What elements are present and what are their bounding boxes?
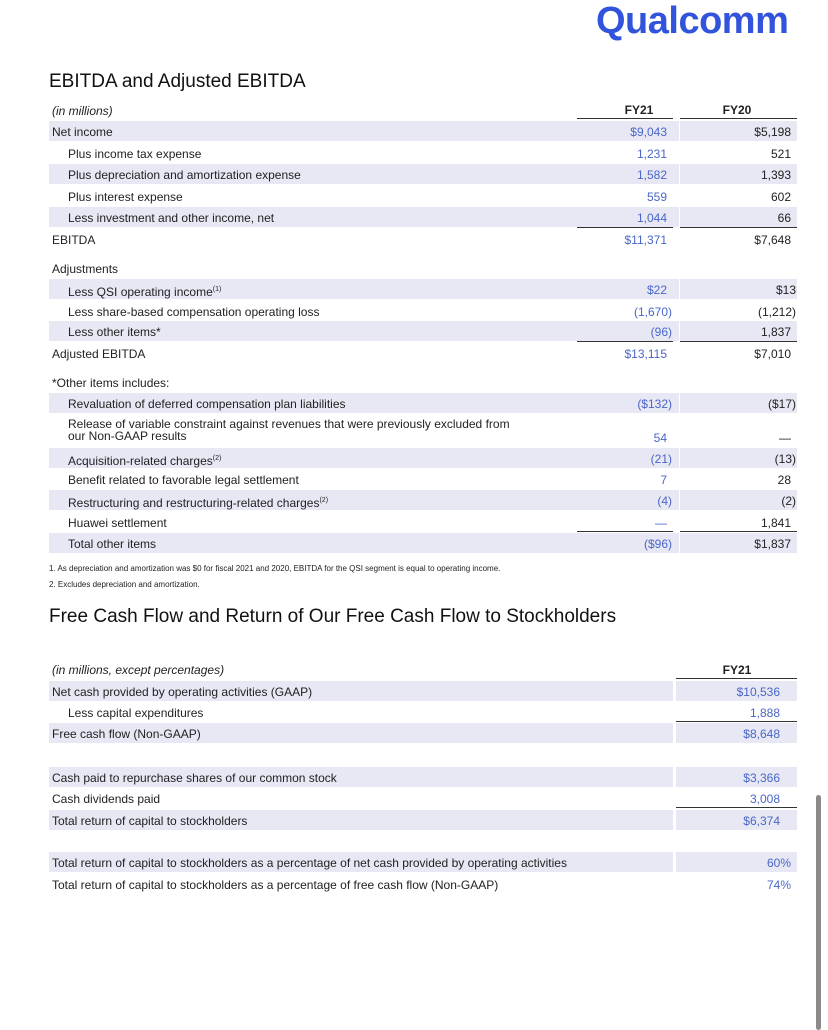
fy20-value: $5,198 xyxy=(754,125,791,139)
qualcomm-logo: Qualcomm xyxy=(596,0,789,42)
fy20-value: $1,837 xyxy=(754,537,791,551)
fy20-value: (2) xyxy=(781,494,796,508)
row-label: Release of variable constraint against revenues that were previously excluded from xyxy=(68,417,510,431)
total-rule xyxy=(680,341,797,342)
fy21-value: 74% xyxy=(766,878,791,892)
vertical-scrollbar[interactable] xyxy=(816,795,821,1030)
fcf-section-title: Free Cash Flow and Return of Our Free Cash Flow to Stockholders xyxy=(49,606,617,627)
row-label: Cash paid to repurchase shares of our common stock xyxy=(52,771,337,785)
fy21-value: 1,231 xyxy=(636,147,667,161)
row-label: Less other items* xyxy=(68,325,161,339)
column-header-fy21: FY21 xyxy=(722,663,752,677)
footnote-marker: (2) xyxy=(212,455,222,462)
fy21-value: ($132) xyxy=(637,397,672,411)
fy20-value: 1,841 xyxy=(760,516,791,530)
fy21-value: (96) xyxy=(650,325,672,339)
footnote-marker: (2) xyxy=(319,497,329,504)
other-items-label: *Other items includes: xyxy=(52,376,170,390)
total-rule xyxy=(577,531,673,532)
column-header-fy20: FY20 xyxy=(722,103,752,117)
row-label: Plus interest expense xyxy=(68,190,183,204)
row-label: Cash dividends paid xyxy=(52,792,161,806)
fy20-value: ($17) xyxy=(767,397,796,411)
column-header-fy21: FY21 xyxy=(624,103,654,117)
total-rule xyxy=(680,531,797,532)
fy21-value: (21) xyxy=(650,452,672,466)
ebitda-section-title: EBITDA and Adjusted EBITDA xyxy=(49,71,306,92)
fy20-value: (1,212) xyxy=(757,305,796,319)
fy21-value: 559 xyxy=(646,190,667,204)
fy20-value: $13 xyxy=(775,283,796,297)
row-band xyxy=(680,490,797,510)
row-label: Total return of capital to stockholders as a percentage of net cash provided by operating activities xyxy=(52,856,567,870)
fy21-value: $6,374 xyxy=(743,814,780,828)
row-label: Adjusted EBITDA xyxy=(52,347,146,361)
fy21-value: 1,582 xyxy=(636,168,667,182)
footnote-2: 2. Excludes depreciation and amortization. xyxy=(49,580,200,589)
fy20-value: 28 xyxy=(777,473,791,487)
fy20-value: 521 xyxy=(770,147,791,161)
fy21-value: ($96) xyxy=(643,537,672,551)
row-label: Plus income tax expense xyxy=(68,147,202,161)
row-label: Acquisition-related charges$^{(2)}$ xyxy=(68,454,222,468)
units-label: (in millions) xyxy=(52,104,113,118)
header-rule xyxy=(577,118,673,119)
fy20-value: 66 xyxy=(777,211,791,225)
footnote-1: 1. As depreciation and amortization was $0 for fiscal 2021 and 2020, EBITDA for the QSI segment is equal to operating income. xyxy=(49,564,501,573)
fy21-value: $11,371 xyxy=(624,233,667,247)
fy21-value: $9,043 xyxy=(630,125,667,139)
fy21-value: $22 xyxy=(646,283,667,297)
total-rule xyxy=(577,227,673,228)
units-label: (in millions, except percentages) xyxy=(52,663,225,677)
row-label: Net income xyxy=(52,125,113,139)
row-label: Less investment and other income, net xyxy=(68,211,275,225)
row-label: Less capital expenditures xyxy=(68,706,204,720)
fy20-value: 602 xyxy=(770,190,791,204)
fy21-value: — xyxy=(655,516,667,530)
fy21-value: 60% xyxy=(766,856,791,870)
row-label: Free cash flow (Non-GAAP) xyxy=(52,727,201,741)
fy21-value: 54 xyxy=(653,431,667,445)
row-label: Less share-based compensation operating loss xyxy=(68,305,320,319)
fy21-value: $8,648 xyxy=(743,727,780,741)
fy21-value: $13,115 xyxy=(624,347,667,361)
fy21-value: 1,888 xyxy=(749,706,780,720)
row-label-continued: our Non-GAAP results xyxy=(68,429,187,443)
fy21-value: 7 xyxy=(660,473,667,487)
fy21-value: (1,670) xyxy=(633,305,672,319)
row-label: Benefit related to favorable legal settlement xyxy=(68,473,299,487)
fy20-value: $7,648 xyxy=(754,233,791,247)
total-rule xyxy=(680,227,797,228)
fy21-value: (4) xyxy=(657,494,672,508)
row-label: Total return of capital to stockholders as a percentage of free cash flow (Non-GAAP) xyxy=(52,878,499,892)
row-label: Less QSI operating income$^{(1)}$ xyxy=(68,285,222,299)
row-label: Total return of capital to stockholders xyxy=(52,814,248,828)
total-rule xyxy=(676,721,797,722)
fy21-value: $3,366 xyxy=(743,771,780,785)
header-rule xyxy=(680,118,797,119)
row-label: Restructuring and restructuring-related charges$^{(2)}$ xyxy=(68,496,329,510)
fy20-value: (13) xyxy=(774,452,796,466)
fy20-value: 1,393 xyxy=(760,168,791,182)
row-label: Plus depreciation and amortization expense xyxy=(68,168,301,182)
footnote-marker: (1) xyxy=(212,286,222,293)
fy20-value: $7,010 xyxy=(754,347,791,361)
fy20-value: — xyxy=(779,431,791,445)
row-band xyxy=(49,121,679,141)
header-rule xyxy=(676,678,797,679)
fy21-value: 1,044 xyxy=(636,211,667,225)
adjustments-label: Adjustments xyxy=(52,262,119,276)
fy20-value: 1,837 xyxy=(760,325,791,339)
fy21-value: $10,536 xyxy=(736,685,780,699)
total-rule xyxy=(577,341,673,342)
total-rule xyxy=(676,807,797,808)
fy21-value: 3,008 xyxy=(749,792,780,806)
row-label: Revaluation of deferred compensation plan liabilities xyxy=(68,397,346,411)
row-label: EBITDA xyxy=(52,233,96,247)
row-label: Total other items xyxy=(68,537,157,551)
row-label: Net cash provided by operating activities (GAAP) xyxy=(52,685,313,699)
row-label: Huawei settlement xyxy=(68,516,167,530)
